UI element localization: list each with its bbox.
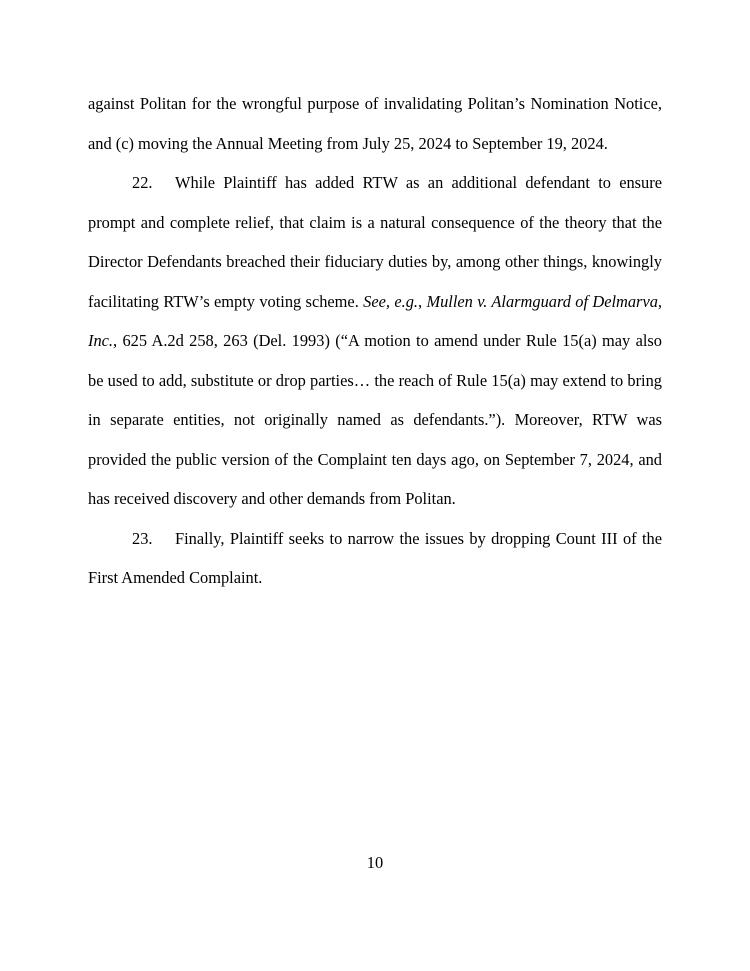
paragraph-23-text: Finally, Plaintiff seeks to narrow the issues by dropping Count III of the First Amended Complaint. [88, 528, 662, 587]
paragraph-22-text-a: While Plaintiff has added RTW as an additional defendant to ensure prompt and complete relief, that claim is a natural consequence of the theory that the Director Defendants breached their fiduciary duties by, among other things, knowingly facilitating RTW’s empty voting scheme. [88, 173, 662, 311]
citation-comma: , [418, 291, 427, 311]
paragraph-22 [88, 163, 662, 519]
paragraph-23-number: 23. [132, 528, 153, 548]
continuation-paragraph: against Politan for the wrongful purpose of invalidating Politan’s Nomination Notice, and (c) moving the Annual Meeting from July 25, 2024 to September 19, 2024. [88, 94, 662, 153]
page-number: 10 [366, 853, 384, 872]
citation-signal: See, e.g. [363, 291, 419, 311]
paragraph-22-text-b: , 625 A.2d 258, 263 (Del. 1993) (“A motion to amend under Rule 15(a) may also be used to add, substitute or drop parties… the reach of Rule 15(a) may extend to bring in separate entities, not originally named as defendants.”). Moreover, RTW was provided the public version of the Complaint ten days ago, on September 7, 2024, and has received discovery and other demands from Politan. [88, 331, 662, 508]
paragraph-22-number: 22. [132, 173, 153, 192]
paragraph-23 [88, 519, 662, 598]
body-text [88, 84, 662, 598]
case-name: Mullen v. Alarmguard of Delmarva, Inc. [88, 291, 663, 350]
